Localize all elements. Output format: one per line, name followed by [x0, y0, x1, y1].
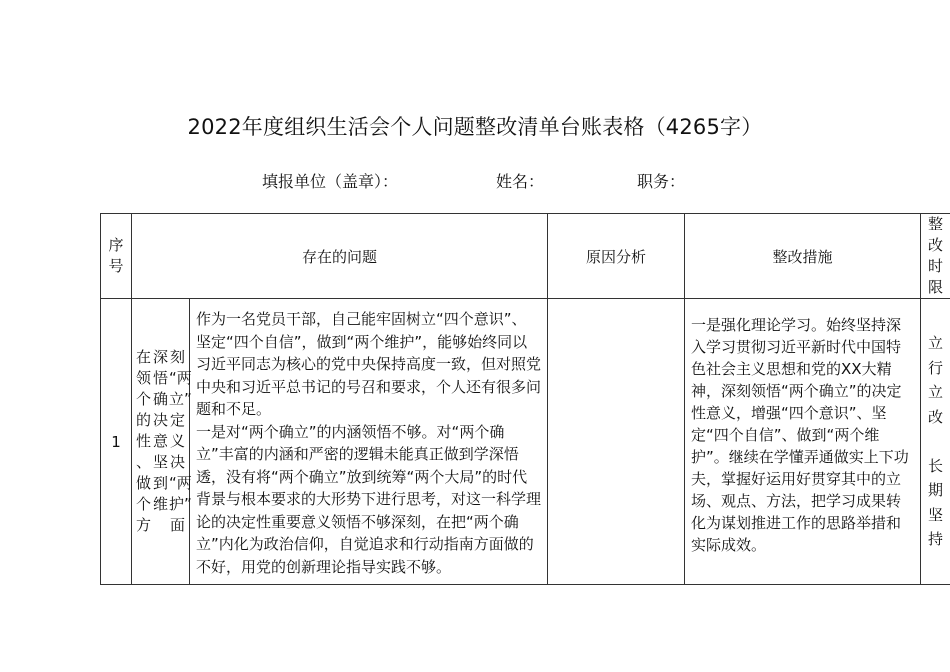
timeframe-char: 期	[928, 481, 944, 500]
category-char: 的	[135, 411, 151, 429]
category-char: 护”	[169, 495, 192, 513]
problem-paragraph: 一是对“两个确立”的内涵领悟不够。对“两个确立”丰富的内涵和严密的逻辑未能真正做到学深悟透，没有将“两个确立”放到统筹“两个大局”的时代背景与根本要求的大形势下进行思考，对这一科学理论的决定性重要意义领悟不够深刻，在把“两个确立”内化为政治信仰，自觉追求和行动指南方面做的不好，用党的创新理论指导实践不够。	[196, 422, 542, 576]
category-char: 决	[152, 411, 168, 429]
category-char: 意	[152, 432, 168, 450]
header-cause: 原因分析	[548, 214, 685, 299]
category-char: 领	[135, 369, 151, 387]
category-char: 做	[135, 474, 151, 492]
category-char: 面	[169, 516, 185, 534]
category-char: 决	[169, 453, 185, 471]
category-char: 、	[135, 453, 151, 471]
problem-category	[132, 299, 190, 585]
timeframe-char: 立	[928, 383, 944, 402]
category-char: 刻	[169, 348, 185, 366]
problem-description	[190, 299, 548, 585]
table-header-row	[101, 214, 950, 299]
header-timeframe: 整 改 时 限	[921, 214, 950, 299]
category-char: 性	[135, 432, 151, 450]
category-char: 悟	[152, 369, 168, 387]
header-problem: 存在的问题	[132, 214, 548, 299]
category-char: 深	[152, 348, 168, 366]
timeframe-char: 长	[928, 456, 944, 475]
timeframe-char: 行	[928, 358, 944, 377]
category-char: 坚	[152, 453, 168, 471]
category-char: 义	[169, 432, 185, 450]
category-char: “两	[169, 474, 192, 492]
category-char: 方	[135, 516, 151, 534]
cause-analysis	[548, 299, 685, 585]
table-row	[101, 299, 950, 585]
category-char: 到	[152, 474, 168, 492]
timeframe-char: 坚	[928, 505, 944, 524]
problem-paragraph: 作为一名党员干部，自己能牢固树立“四个意识”、坚定“四个自信”，做到“两个维护”，能够始终同以习近平同志为核心的党中央保持高度一致，但对照党中央和习近平总书记的号召和要求，个人还有很多问题和不足。	[196, 310, 542, 418]
header-measures: 整改措施	[685, 214, 921, 299]
rectification-timeframe	[921, 299, 950, 585]
timeframe-char: 改	[928, 407, 944, 426]
position-label: 职务：	[637, 172, 686, 191]
timeframe-char: 持	[928, 530, 944, 549]
category-char: 个	[135, 495, 151, 513]
rectification-measures: 一是强化理论学习。始终坚持深入学习贯彻习近平新时代中国特色社会主义思想和党的XX大精神，深刻领悟“两个确立”的决定性意义，增强“四个意识”、坚定“四个自信”、做到“两个维护”。继续在学懂弄通做实上下功夫，掌握好运用好贯穿其中的立场、观点、方法，把学习成果转化为谋划推进工作的思路举措和实际成效。	[685, 299, 921, 585]
category-char: 在	[135, 348, 151, 366]
name-label: 姓名：	[496, 172, 545, 191]
category-char: “两	[169, 369, 192, 387]
fill-unit-label: 填报单位（盖章）：	[262, 172, 399, 191]
timeframe-char: 立	[928, 334, 944, 353]
category-char: 定	[169, 411, 185, 429]
header-serial: 序 号	[101, 214, 132, 299]
category-char: 维	[152, 495, 168, 513]
row-serial: 1	[101, 299, 132, 585]
timeframe-gap	[921, 429, 950, 454]
document-title: 2022年度组织生活会个人问题整改清单台账表格（4265字）	[187, 115, 763, 139]
category-char: 确	[152, 390, 168, 408]
category-char: 立”	[169, 390, 192, 408]
category-char: 个	[135, 390, 151, 408]
rectification-ledger-table	[100, 213, 950, 585]
